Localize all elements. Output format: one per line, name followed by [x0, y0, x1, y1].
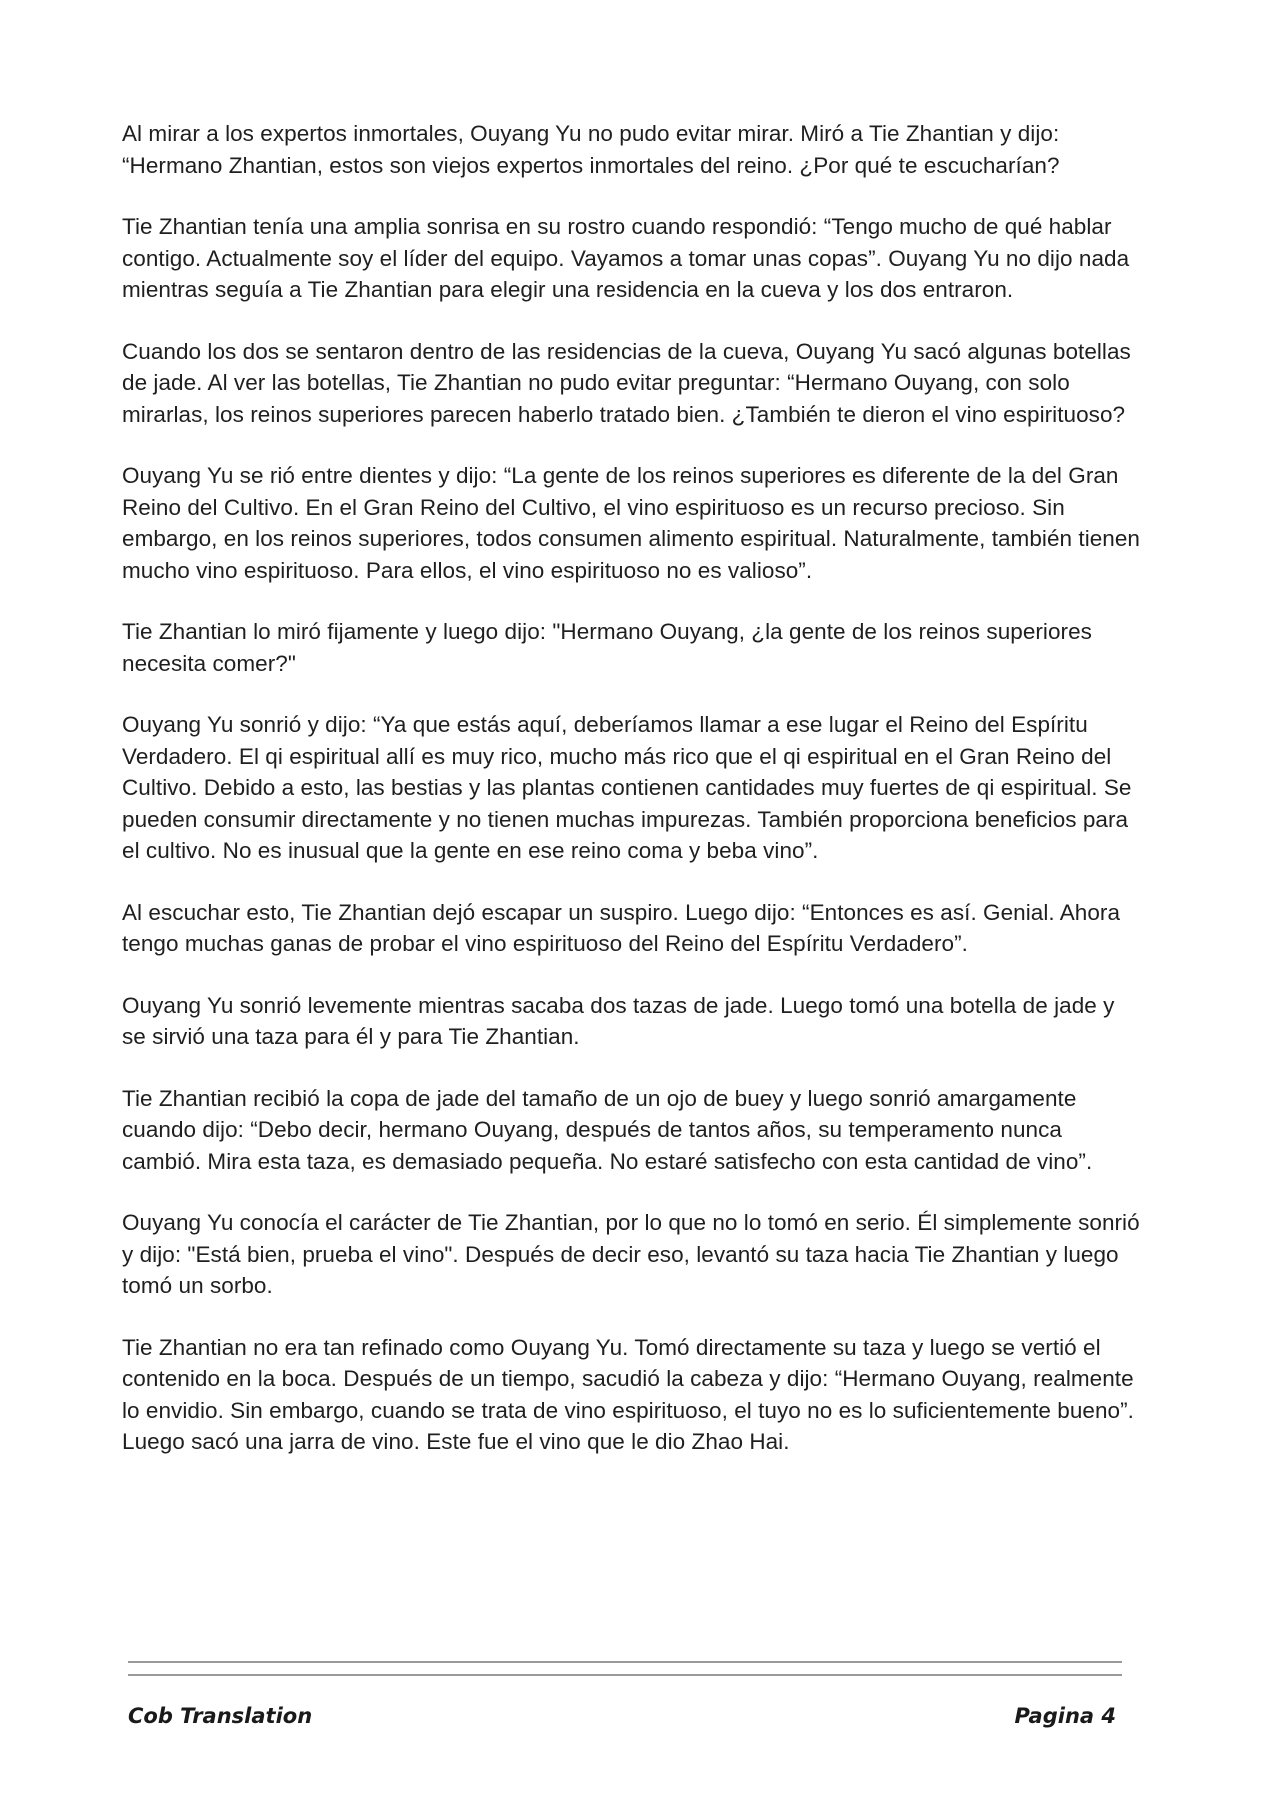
footer-rule-bottom — [128, 1674, 1122, 1676]
footer-rule-top — [128, 1661, 1122, 1663]
paragraph: Tie Zhantian recibió la copa de jade del tamaño de un ojo de buey y luego sonrió amargamente cuando dijo: “Debo decir, hermano Ouyang, después de tantos años, su temperamento nunca cambió. Mira esta taza, es demasiado pequeña. No estaré satisfecho con esta cantidad de vino”. — [122, 1085, 1093, 1174]
footer-page-number: Pagina 4 — [1014, 1704, 1116, 1728]
paragraph: Tie Zhantian tenía una amplia sonrisa en su rostro cuando respondió: “Tengo mucho de qué hablar contigo. Actualmente soy el líder del equipo. Vayamos a tomar unas copas”. Ouyang Yu no dijo nada mientras seguía a Tie Zhantian para elegir una residencia en la cueva y los dos entraron. — [122, 214, 1130, 302]
paragraph: Ouyang Yu sonrió levemente mientras sacaba dos tazas de jade. Luego tomó una botella de jade y se sirvió una taza para él y para Tie Zhantian. — [122, 992, 1115, 1049]
paragraph: Tie Zhantian lo miró fijamente y luego dijo: "Hermano Ouyang, ¿la gente de los reinos superiores necesita comer?" — [122, 619, 1092, 676]
paragraph: Ouyang Yu conocía el carácter de Tie Zhantian, por lo que no lo tomó en serio. Él simplemente sonrió y dijo: "Está bien, prueba el vino". Después de decir eso, levantó su taza hacia Tie Zhantian y luego tomó un sorbo. — [122, 1210, 1140, 1298]
paragraph: Al escuchar esto, Tie Zhantian dejó escapar un suspiro. Luego dijo: “Entonces es así. Genial. Ahora tengo muchas ganas de probar el vino espirituoso del Reino del Espíritu Verdadero”. — [122, 899, 1121, 956]
paragraph: Cuando los dos se sentaron dentro de las residencias de la cueva, Ouyang Yu sacó algunas botellas de jade. Al ver las botellas, Tie Zhantian no pudo evitar preguntar: “Hermano Ouyang, con solo mirarlas, los reinos superiores parecen haberlo tratado bien. ¿También te dieron el vino espirituoso? — [122, 338, 1131, 427]
footer-divider — [128, 1661, 1122, 1687]
document-body — [122, 118, 1142, 1488]
footer-translator-name: Cob Translation — [128, 1704, 313, 1728]
paragraph: Ouyang Yu se rió entre dientes y dijo: “La gente de los reinos superiores es diferente de la del Gran Reino del Cultivo. En el Gran Reino del Cultivo, el vino espirituoso es un recurso precioso. Sin embargo, en los reinos superiores, todos consumen alimento espiritual. Naturalmente, también tienen mucho vino espirituoso. Para ellos, el vino espirituoso no es valioso”. — [122, 463, 1140, 583]
paragraph: Al mirar a los expertos inmortales, Ouyang Yu no pudo evitar mirar. Miró a Tie Zhantian y dijo: “Hermano Zhantian, estos son viejos expertos inmortales del reino. ¿Por qué te escucharían? — [122, 121, 1060, 178]
paragraph: Tie Zhantian no era tan refinado como Ouyang Yu. Tomó directamente su taza y luego se vertió el contenido en la boca. Después de un tiempo, sacudió la cabeza y dijo: “Hermano Ouyang, realmente lo envidio. Sin embargo, cuando se trata de vino espirituoso, el tuyo no es lo suficientemente bueno”. Luego sacó una jarra de vino. Este fue el vino que le dio Zhao Hai. — [122, 1334, 1134, 1454]
paragraph: Ouyang Yu sonrió y dijo: “Ya que estás aquí, deberíamos llamar a ese lugar el Reino del Espíritu Verdadero. El qi espiritual allí es muy rico, mucho más rico que el qi espiritual en el Gran Reino del Cultivo. Debido a esto, las bestias y las plantas contienen cantidades muy fuertes de qi espiritual. Se pueden consumir directamente y no tienen muchas impurezas. También proporciona beneficios para el cultivo. No es inusual que la gente en ese reino coma y beba vino”. — [122, 712, 1132, 863]
